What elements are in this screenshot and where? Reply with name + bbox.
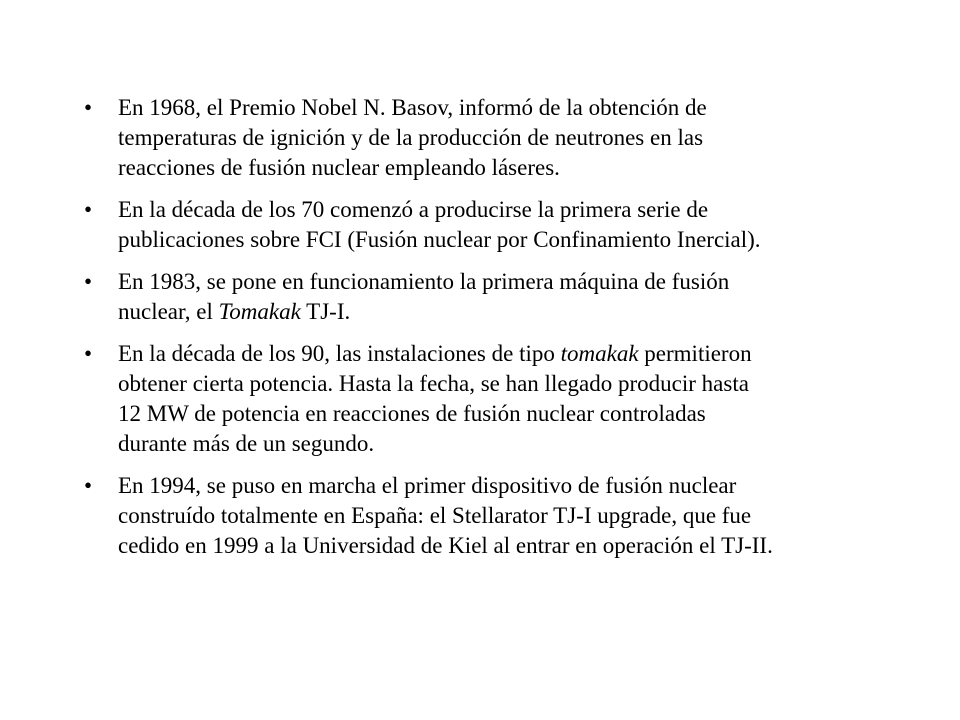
text-line: construído totalmente en España: el Stellarator TJ-I upgrade, que fue: [118, 503, 752, 528]
bullet-dot-icon: •: [84, 341, 93, 366]
text-line: nuclear, el Tomakak TJ-I.: [118, 299, 351, 324]
text-line: 12 MW de potencia en reacciones de fusión nuclear controladas: [118, 401, 706, 426]
text-line: reacciones de fusión nuclear empleando láseres.: [118, 155, 560, 180]
text-line: En 1983, se pone en funcionamiento la primera máquina de fusión: [118, 269, 730, 294]
bullet-item-1968: [84, 93, 900, 183]
bullet-item-70s: [84, 195, 900, 255]
bullet-dot-icon: •: [84, 95, 93, 120]
bullet-item-90s: [84, 339, 900, 459]
bullet-dot-icon: •: [84, 473, 93, 498]
italic-term: tomakak: [560, 341, 639, 366]
bullet-item-1983: [84, 267, 900, 327]
text-line: durante más de un segundo.: [118, 431, 375, 456]
text-line: publicaciones sobre FCI (Fusión nuclear por Confinamiento Inercial).: [118, 227, 761, 252]
text-line: obtener cierta potencia. Hasta la fecha, se han llegado producir hasta: [118, 371, 749, 396]
text-line: cedido en 1999 a la Universidad de Kiel al entrar en operación el TJ-II.: [118, 533, 773, 558]
bullet-item-1994: [84, 471, 900, 561]
italic-term: Tomakak: [218, 299, 301, 324]
bullet-dot-icon: •: [84, 269, 93, 294]
text-line: En la década de los 90, las instalaciones de tipo tomakak permitieron: [118, 341, 752, 366]
bullet-list: [84, 93, 900, 561]
text-line: En la década de los 70 comenzó a producirse la primera serie de: [118, 197, 709, 222]
bullet-dot-icon: •: [84, 197, 93, 222]
text-line: En 1994, se puso en marcha el primer dispositivo de fusión nuclear: [118, 473, 737, 498]
text-line: En 1968, el Premio Nobel N. Basov, informó de la obtención de: [118, 95, 707, 120]
text-line: temperaturas de ignición y de la producción de neutrones en las: [118, 125, 704, 150]
